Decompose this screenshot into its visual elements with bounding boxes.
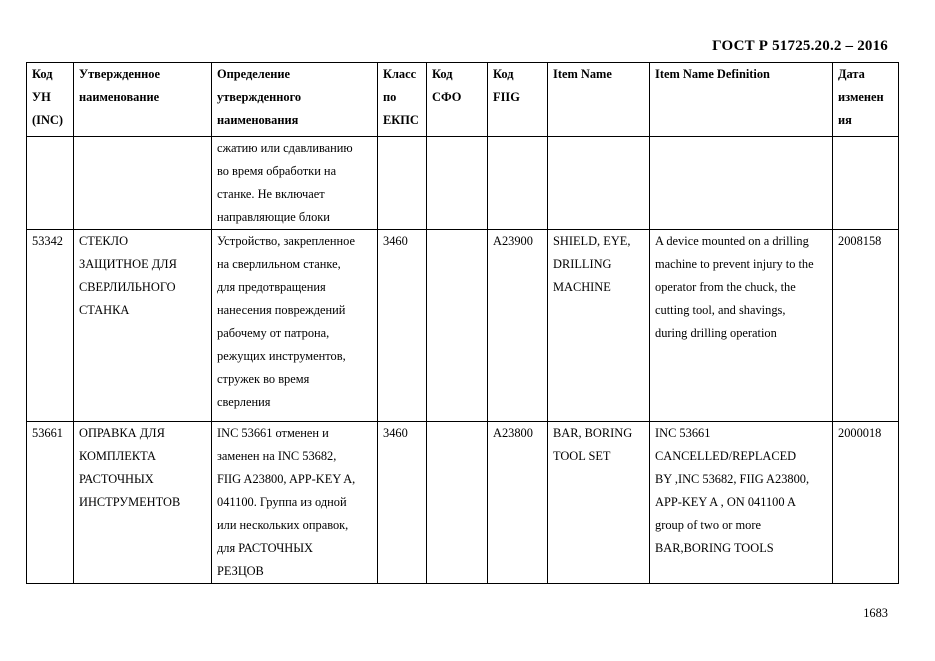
cell-line: сверления <box>217 395 271 409</box>
cell-line: BY ,INC 53682, FIIG A23800, <box>655 472 810 486</box>
cell-line: ЗАЩИТНОЕ ДЛЯ <box>79 257 177 271</box>
cell-inc-code <box>27 422 74 584</box>
cell-line: стружек во время <box>217 372 310 386</box>
cell-approved-name <box>74 137 212 230</box>
cell-line: operator from the chuck, the <box>655 280 796 294</box>
table-row <box>27 230 899 422</box>
cell-line: cutting tool, and shavings, <box>655 303 786 317</box>
column-header-line: УН <box>32 90 51 104</box>
cell-line: machine to prevent injury to the <box>655 257 814 271</box>
cell-ekps-class <box>378 422 427 584</box>
cell-line: станке. Не включает <box>217 187 325 201</box>
cell-change-date <box>833 137 899 230</box>
cell-line: во время обработки на <box>217 164 337 178</box>
column-header-line: наименования <box>217 113 299 127</box>
cell-line: 53661 <box>32 426 63 440</box>
cell-sfo-code <box>427 137 488 230</box>
cell-line: A23900 <box>493 234 533 248</box>
cell-item-name <box>548 422 650 584</box>
cell-line: сжатию или сдавливанию <box>217 141 353 155</box>
column-header-item-name <box>548 63 650 137</box>
cell-line: INC 53661 <box>655 426 711 440</box>
cell-line: заменен на INC 53682, <box>217 449 337 463</box>
column-header-sfo-code <box>427 63 488 137</box>
cell-line: DRILLING <box>553 257 612 271</box>
cell-line: или нескольких оправок, <box>217 518 349 532</box>
cell-line: Устройство, закрепленное <box>217 234 355 248</box>
column-header-fiig-code <box>488 63 548 137</box>
column-header-change-date <box>833 63 899 137</box>
table-header-row <box>27 63 899 137</box>
cell-line: СТАНКА <box>79 303 130 317</box>
cell-inc-code <box>27 230 74 422</box>
cell-line: ОПРАВКА ДЛЯ <box>79 426 165 440</box>
cell-approved-name <box>74 230 212 422</box>
cell-line: FIIG A23800, APP-KEY A, <box>217 472 356 486</box>
cell-approved-name <box>74 422 212 584</box>
column-header-line: Дата <box>838 67 865 81</box>
cell-item-name-definition <box>650 230 833 422</box>
cell-line: TOOL SET <box>553 449 611 463</box>
cell-line: SHIELD, EYE, <box>553 234 631 248</box>
column-header-line: Item Name <box>553 67 612 81</box>
cell-line: на сверлильном станке, <box>217 257 341 271</box>
cell-change-date <box>833 230 899 422</box>
cell-item-name-definition <box>650 137 833 230</box>
cell-sfo-code <box>427 422 488 584</box>
page-number: 1683 <box>863 606 888 620</box>
cell-line: РАСТОЧНЫХ <box>79 472 154 486</box>
cell-name-definition <box>212 422 378 584</box>
cell-line: ИНСТРУМЕНТОВ <box>79 495 181 509</box>
cell-ekps-class <box>378 230 427 422</box>
column-header-line: ия <box>838 113 852 127</box>
cell-line: APP-KEY A , ON 041100 A <box>655 495 796 509</box>
cell-fiig-code <box>488 422 548 584</box>
cell-item-name <box>548 230 650 422</box>
cell-line: СВЕРЛИЛЬНОГО <box>79 280 176 294</box>
column-header-line: утвержденного <box>217 90 302 104</box>
table-row <box>27 137 899 230</box>
cell-change-date <box>833 422 899 584</box>
cell-line: СТЕКЛО <box>79 234 129 248</box>
column-header-line: FIIG <box>493 90 520 104</box>
cell-inc-code <box>27 137 74 230</box>
cell-line: CANCELLED/REPLACED <box>655 449 797 463</box>
cell-item-name <box>548 137 650 230</box>
cell-line: BAR,BORING TOOLS <box>655 541 774 555</box>
column-header-line: Код <box>493 67 514 81</box>
cell-line: 3460 <box>383 426 408 440</box>
column-header-item-name-definition <box>650 63 833 137</box>
cell-line: during drilling operation <box>655 326 777 340</box>
cell-line: направляющие блоки <box>217 210 330 224</box>
column-header-line: наименование <box>79 90 160 104</box>
cell-line: для предотвращения <box>217 280 326 294</box>
table-row <box>27 422 899 584</box>
column-header-line: Код <box>432 67 453 81</box>
column-header-line: Item Name Definition <box>655 67 770 81</box>
cell-line: 53342 <box>32 234 63 248</box>
catalog-table <box>26 62 899 584</box>
cell-line: режущих инструментов, <box>217 349 346 363</box>
column-header-ekps-class <box>378 63 427 137</box>
cell-line: INC 53661 отменен и <box>217 426 329 440</box>
cell-name-definition <box>212 230 378 422</box>
column-header-line: ЕКПС <box>383 113 419 127</box>
column-header-line: (INC) <box>32 113 63 127</box>
cell-line: 041100. Группа из одной <box>217 495 347 509</box>
column-header-approved-name <box>74 63 212 137</box>
cell-line: 2000018 <box>838 426 882 440</box>
cell-fiig-code <box>488 230 548 422</box>
column-header-name-definition <box>212 63 378 137</box>
cell-line: рабочему от патрона, <box>217 326 330 340</box>
column-header-line: Класс <box>383 67 417 81</box>
cell-line: BAR, BORING <box>553 426 633 440</box>
column-header-inc-code <box>27 63 74 137</box>
cell-sfo-code <box>427 230 488 422</box>
cell-ekps-class <box>378 137 427 230</box>
cell-item-name-definition <box>650 422 833 584</box>
column-header-line: по <box>383 90 397 104</box>
column-header-line: Определение <box>217 67 291 81</box>
cell-line: для РАСТОЧНЫХ <box>217 541 313 555</box>
cell-line: 3460 <box>383 234 408 248</box>
cell-line: 2008158 <box>838 234 882 248</box>
document-header: ГОСТ Р 51725.20.2 – 2016 <box>712 38 888 54</box>
column-header-line: Код <box>32 67 53 81</box>
cell-fiig-code <box>488 137 548 230</box>
cell-line: A device mounted on a drilling <box>655 234 809 248</box>
cell-line: КОМПЛЕКТА <box>79 449 157 463</box>
table-body <box>27 137 899 584</box>
column-header-line: Утвержденное <box>79 67 160 81</box>
cell-line: РЕЗЦОВ <box>217 564 264 578</box>
cell-line: нанесения повреждений <box>217 303 346 317</box>
cell-line: group of two or more <box>655 518 761 532</box>
column-header-line: СФО <box>432 90 462 104</box>
cell-name-definition <box>212 137 378 230</box>
cell-line: MACHINE <box>553 280 611 294</box>
cell-line: A23800 <box>493 426 533 440</box>
column-header-line: изменен <box>838 90 884 104</box>
